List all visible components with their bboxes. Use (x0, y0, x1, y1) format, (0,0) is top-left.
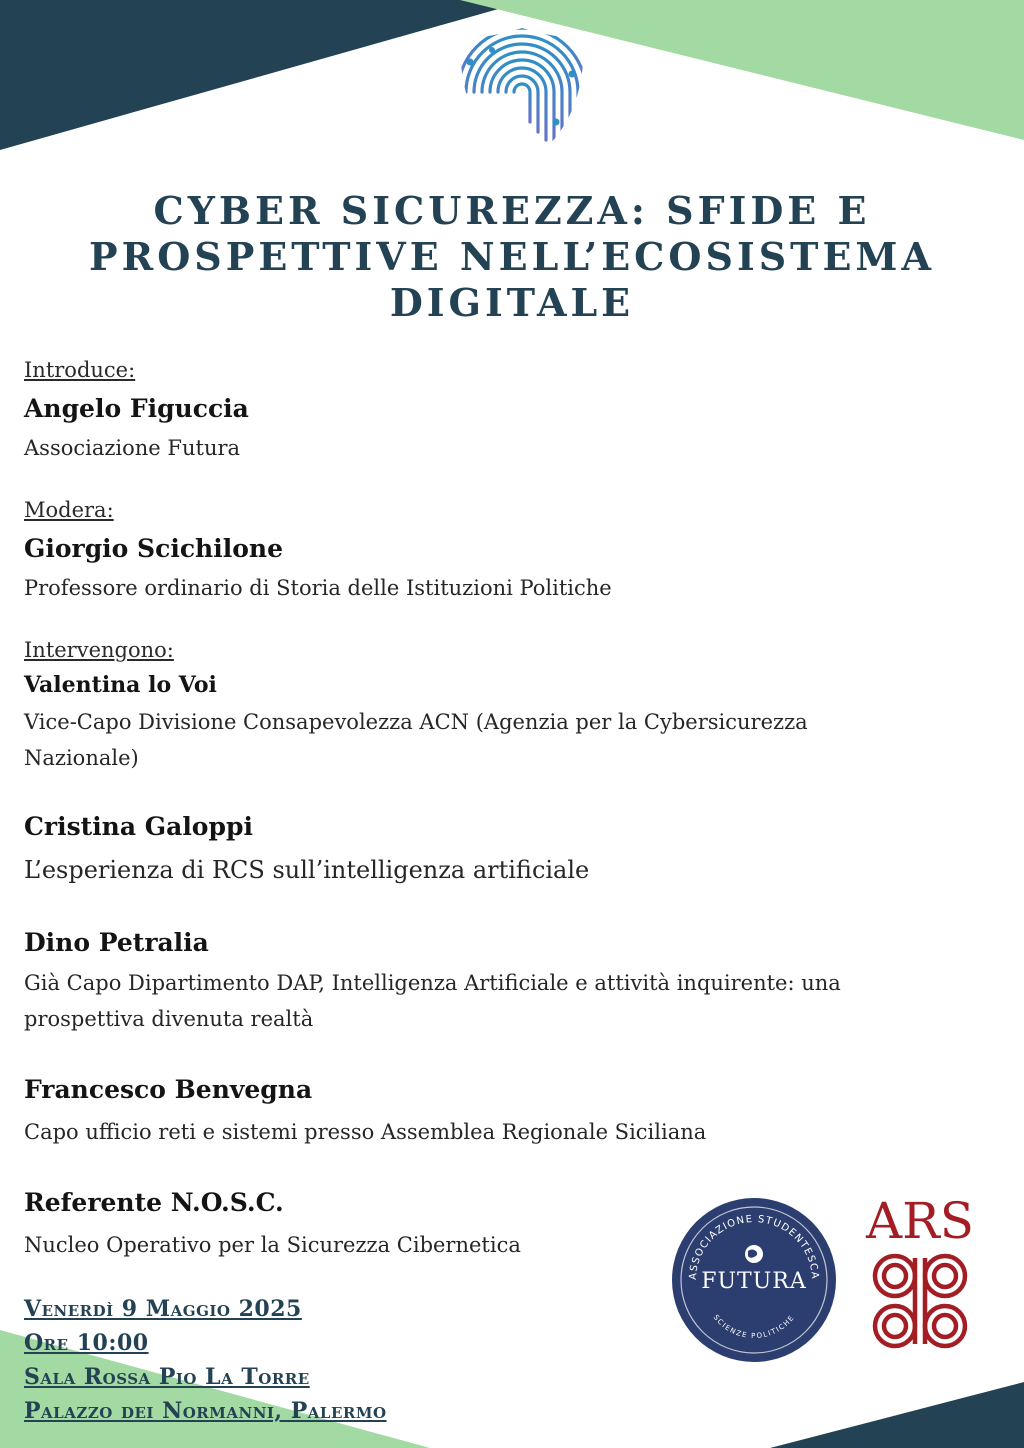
title-line-2: PROSPETTIVE NELL’ECOSISTEMA (89, 234, 935, 279)
introduce-name: Angelo Figuccia (24, 394, 249, 423)
event-room: Sala Rossa Pio La Torre (24, 1364, 310, 1390)
event-place: Palazzo dei Normanni, Palermo (24, 1398, 387, 1424)
fingerprint-shield-icon (452, 22, 592, 172)
modera-label: Modera: (24, 498, 114, 522)
ars-spiral-emblem (875, 1256, 965, 1346)
futura-bottom-text: SCIENZE POLITICHE (711, 1313, 797, 1340)
introduce-label: Introduce: (24, 358, 136, 382)
speaker-name: Dino Petralia (24, 928, 209, 957)
speaker-desc-line: Nucleo Operativo per la Sicurezza Cibernetica (24, 1233, 521, 1257)
speaker-desc-line: Già Capo Dipartimento DAP, Intelligenza Artificiale e attività inquirente: una (24, 971, 841, 995)
futura-top-text: ASSOCIAZIONE STUDENTESCA (687, 1213, 821, 1281)
speaker-desc-line: prospettiva divenuta realtà (24, 1007, 314, 1031)
ars-text: ARS (865, 1192, 975, 1250)
bottom-right-dark-triangle (770, 1382, 1024, 1448)
event-time: Ore 10:00 (24, 1330, 149, 1356)
title-line-3: DIGITALE (389, 280, 635, 325)
speaker-desc-line: Vice-Capo Divisione Consapevolezza ACN (Agenzia per la Cybersicurezza (24, 710, 808, 734)
speaker-desc-line: Nazionale) (24, 746, 139, 770)
speaker-name: Cristina Galoppi (24, 812, 253, 841)
ars-logo (860, 1188, 980, 1358)
title-line-1: CYBER SICUREZZA: SFIDE E (153, 188, 871, 233)
top-left-dark-triangle (0, 0, 530, 150)
speaker-name: Referente N.O.S.C. (24, 1188, 284, 1217)
speaker-desc-line: Capo ufficio reti e sistemi presso Assemblea Regionale Siciliana (24, 1120, 707, 1144)
introduce-desc: Associazione Futura (24, 436, 241, 460)
speaker-desc-line: L’esperienza di RCS sull’intelligenza artificiale (24, 856, 590, 884)
event-date: Venerdì 9 Maggio 2025 (24, 1296, 302, 1322)
futura-association-logo (670, 1196, 838, 1364)
event-title (40, 188, 984, 326)
modera-name: Giorgio Scichilone (24, 534, 283, 563)
modera-desc: Professore ordinario di Storia delle Istituzioni Politiche (24, 576, 612, 600)
futura-main-text: FUTURA (701, 1269, 807, 1294)
speaker-name: Valentina lo Voi (24, 672, 217, 698)
speaker-name: Francesco Benvegna (24, 1075, 313, 1104)
intervengono-label: Intervengono: (24, 638, 174, 662)
